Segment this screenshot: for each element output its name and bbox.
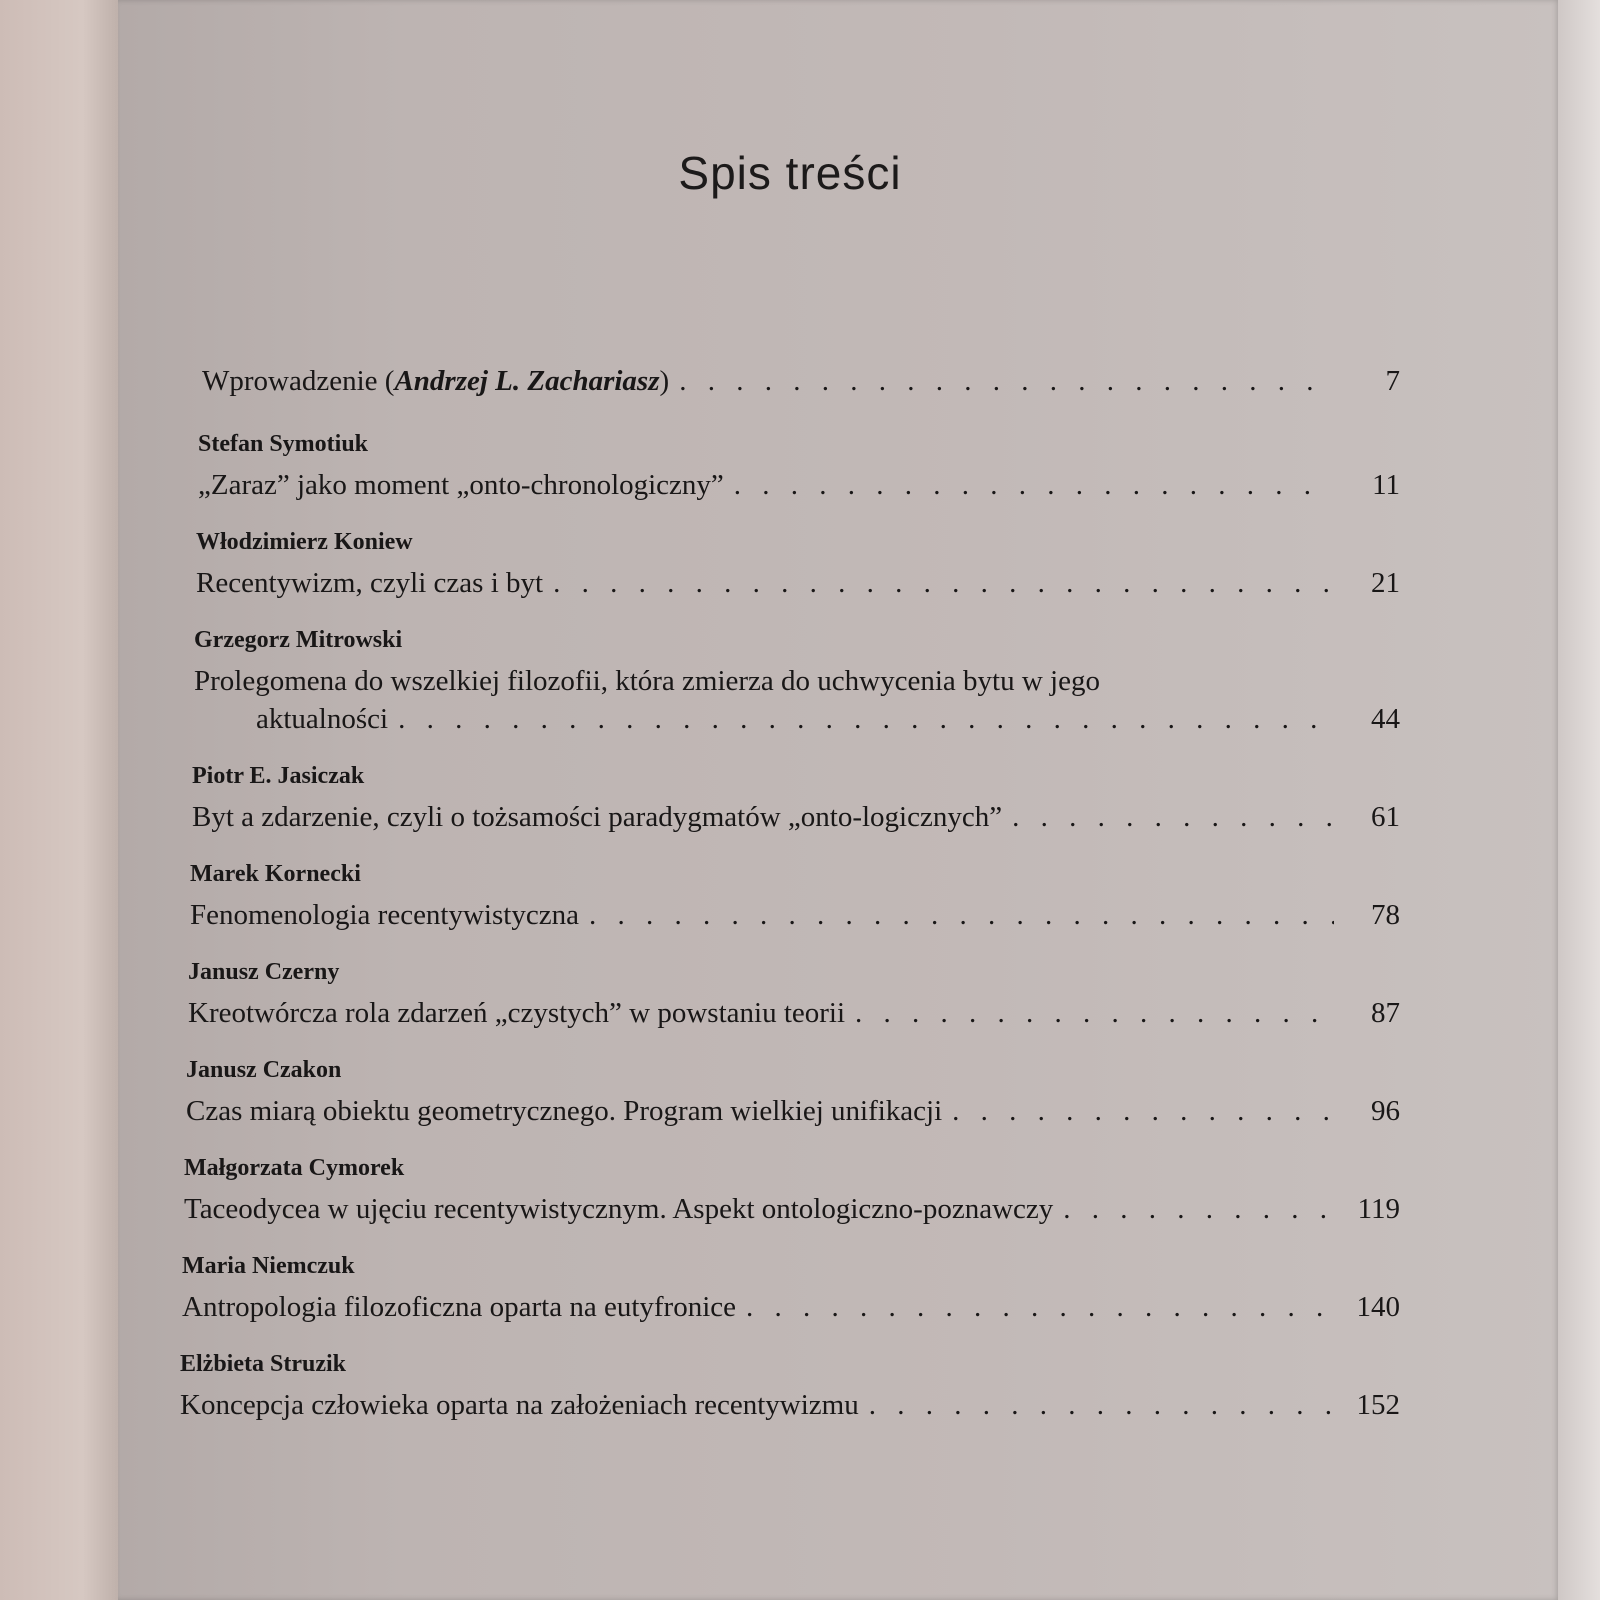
page-number: 78 <box>1371 899 1400 931</box>
dot-leader <box>869 1386 1334 1424</box>
dot-leader <box>734 466 1334 504</box>
dot-leader <box>952 1092 1334 1130</box>
intro-author: Andrzej L. Zachariasz <box>394 365 660 397</box>
page-edge <box>1558 0 1600 1600</box>
page-number: 152 <box>1356 1389 1400 1421</box>
entry-title: „Zaraz” jako moment „onto-chronologiczny” <box>198 469 724 501</box>
intro-label: Wprowadzenie <box>202 365 378 397</box>
entry-author: Marek Kornecki <box>190 861 361 887</box>
page-number: 140 <box>1356 1291 1400 1323</box>
page-number: 96 <box>1371 1095 1400 1127</box>
entry-title-line1: Prolegomena do wszelkiej filozofii, która zmierza do uchwycenia bytu w jego <box>194 665 1100 697</box>
table-of-contents <box>180 362 1400 1448</box>
page-number: 7 <box>1385 365 1400 397</box>
entry-title: Byt a zdarzenie, czyli o tożsamości paradygmatów „onto-logicznych” <box>192 801 1003 833</box>
entry-author: Włodzimierz Koniew <box>196 529 413 555</box>
entry-author: Stefan Symotiuk <box>198 431 369 457</box>
entry-title: Koncepcja człowieka oparta na założeniach recentywizmu <box>180 1389 859 1421</box>
page-number: 61 <box>1371 801 1400 833</box>
toc-entry <box>180 528 1400 602</box>
page-number: 119 <box>1357 1193 1400 1225</box>
toc-entry-intro: Wprowadzenie (Andrzej L. Zachariasz) . . . 7 <box>180 362 1400 400</box>
toc-entry <box>180 1056 1400 1130</box>
entry-title: Fenomenologia recentywistyczna <box>190 899 579 931</box>
page-number: 87 <box>1371 997 1400 1029</box>
page-number: 21 <box>1371 567 1400 599</box>
entry-title: Taceodycea w ujęciu recentywistycznym. Aspekt ontologiczno-poznawczy <box>184 1193 1054 1225</box>
dot-leader <box>553 564 1334 602</box>
entry-author: Grzegorz Mitrowski <box>194 627 403 653</box>
toc-entry <box>180 1252 1400 1326</box>
entry-author: Małgorzata Cymorek <box>184 1155 405 1181</box>
entry-title: Recentywizm, czyli czas i byt <box>196 567 544 599</box>
dot-leader <box>1012 798 1334 836</box>
dot-leader <box>679 362 1334 400</box>
facing-page <box>0 0 118 1600</box>
dot-leader <box>589 896 1334 934</box>
entry-title: Antropologia filozoficzna oparta na eutyfronice <box>182 1291 736 1323</box>
toc-entry <box>180 626 1400 738</box>
entry-author: Maria Niemczuk <box>182 1253 355 1279</box>
entry-author: Janusz Czakon <box>186 1057 342 1083</box>
dot-leader <box>398 700 1334 738</box>
toc-entry <box>180 430 1400 504</box>
toc-entry <box>180 762 1400 836</box>
entry-author: Piotr E. Jasiczak <box>192 763 365 789</box>
page-title: Spis treści <box>678 147 902 199</box>
entry-title: Czas miarą obiektu geometrycznego. Program wielkiej unifikacji <box>186 1095 943 1127</box>
dot-leader <box>855 994 1334 1032</box>
toc-entry <box>180 1154 1400 1228</box>
page-number: 44 <box>1371 703 1400 735</box>
toc-entry <box>180 958 1400 1032</box>
entry-author: Janusz Czerny <box>188 959 340 985</box>
toc-entry <box>180 860 1400 934</box>
entry-title: aktualności <box>256 703 389 735</box>
dot-leader <box>746 1288 1334 1326</box>
entry-author: Elżbieta Struzik <box>180 1351 346 1377</box>
toc-entry <box>180 1350 1400 1424</box>
page-number: 11 <box>1372 469 1400 501</box>
entry-title: Kreotwórcza rola zdarzeń „czystych” w powstaniu teorii <box>188 997 846 1029</box>
dot-leader <box>1063 1190 1334 1228</box>
